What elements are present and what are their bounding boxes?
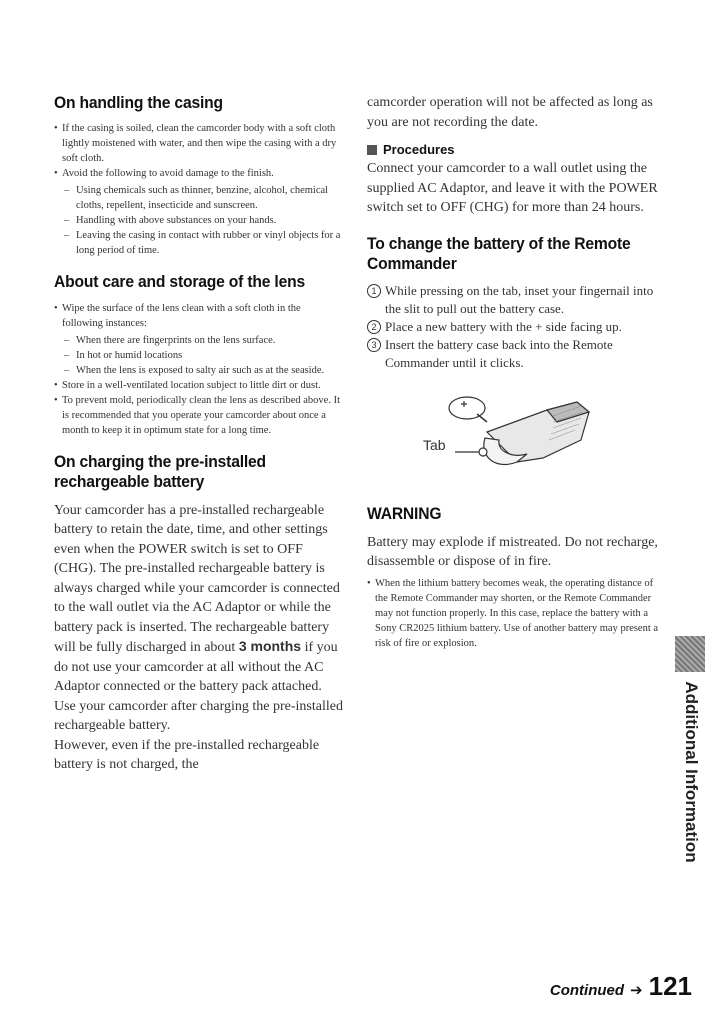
lens-list	[54, 301, 344, 438]
remote-battery-figure	[367, 382, 663, 492]
remote-step	[367, 336, 663, 372]
continued-paragraph: camcorder operation will not be affected as long as you are not recording the date.	[367, 95, 653, 130]
remote-steps	[367, 282, 663, 372]
remote-step	[367, 282, 663, 318]
section-tab-marker	[675, 636, 705, 672]
left-column	[54, 93, 344, 775]
slide-arrow	[477, 414, 487, 422]
procedures-heading-text: Procedures	[383, 142, 455, 157]
lens-dash-list	[62, 333, 344, 378]
warning-heading: WARNING	[367, 504, 442, 524]
square-bullet-icon	[367, 145, 377, 155]
casing-dash-item: – Leaving the casing in contact with rubber or vinyl objects for a long period of time.	[62, 228, 344, 258]
section-tab-label: Additional Information	[682, 681, 701, 863]
lens-dash-item: – When the lens is exposed to salty air such as at the seaside.	[62, 363, 344, 378]
continued-label: Continued	[549, 982, 625, 999]
warning-text: Battery may explode if mistreated. Do not recharge, disassemble or dispose of in fire.	[367, 534, 658, 570]
remote-heading-line-2: Commander	[367, 253, 457, 273]
lens-bullet-3: • To prevent mold, periodically clean the lens as described above. It is recommended that you operate your camcorder about once a month to keep it in optimum state for a long time.	[54, 393, 344, 438]
remote-heading-line-1: To change the battery of the Remote	[367, 233, 631, 253]
remote-heading	[367, 234, 639, 275]
step-text: Insert the battery case back into the Remote Commander until it clicks.	[385, 337, 613, 371]
figure-tab-label: Tab	[423, 437, 446, 454]
lens-dash-item: – When there are fingerprints on the lens surface.	[62, 333, 344, 348]
page-number: 121	[648, 971, 692, 1001]
casing-dash-item: – Using chemicals such as thinner, benzine, alcohol, chemical cloths, repellent, insecticide and sunscreen.	[62, 183, 344, 213]
charging-heading-line-1: On charging the pre-installed	[54, 451, 266, 471]
warning-bullet: • When the lithium battery becomes weak, the operating distance of the Remote Commander may shorten, or the Remote Commander may not function properly. In this case, replace the battery with a Sony CR2025 lithium battery. Use of another battery may present a risk of fire or explosion.	[367, 576, 663, 651]
step-number: 2	[367, 320, 381, 334]
lens-bullet-1-text: Wipe the surface of the lens clean with a soft cloth in the following instances:	[62, 302, 301, 329]
step-number: 3	[367, 338, 381, 352]
arrow-right-icon: ➔	[630, 981, 643, 999]
step-number: 1	[367, 284, 381, 298]
procedures-text: Connect your camcorder to a wall outlet using the supplied AC Adaptor, and leave it with the POWER switch set to OFF (CHG) for more than 24 hours.	[367, 161, 658, 215]
lens-dash-item: – In hot or humid locations	[62, 348, 344, 363]
lens-bullet-1	[54, 301, 344, 378]
warning-list	[367, 576, 663, 651]
charging-duration: 3 months	[238, 638, 302, 655]
casing-dash-item: – Handling with above substances on your hands.	[62, 213, 344, 228]
casing-list	[54, 121, 344, 258]
casing-dash-list	[62, 183, 344, 258]
remote-battery-illustration	[367, 382, 663, 492]
casing-bullet-2	[54, 166, 344, 258]
charging-text-after: if you do not use your camcorder at all without the AC Adaptor connected or the battery pack attached. Use your camcorder after charging the pre-installed rechargeable battery.	[54, 640, 343, 734]
step-text: While pressing on the tab, inset your fingernail into the slit to pull out the battery case.	[385, 283, 654, 317]
procedures-heading	[367, 142, 663, 157]
lens-heading: About care and storage of the lens	[54, 272, 305, 292]
casing-bullet-2-text: Avoid the following to avoid damage to the finish.	[62, 168, 274, 180]
casing-bullet-1: • If the casing is soiled, clean the camcorder body with a soft cloth lightly moistened with water, and then wipe the casing with a dry soft cloth.	[54, 121, 344, 166]
charging-text-before: Your camcorder has a pre-installed rechargeable battery to retain the date, time, and other settings even when the POWER switch is set to OFF (CHG). The pre-installed rechargeable battery is always charged while your camcorder is connected to the wall outlet via the AC Adaptor or while the battery pack is inserted. The rechargeable battery will be fully discharged in about	[54, 502, 340, 656]
page-footer	[550, 971, 692, 1002]
remote-step	[367, 318, 663, 336]
charging-paragraph-2: However, even if the pre-installed rechargeable battery is not charged, the	[54, 737, 320, 773]
right-column	[367, 93, 663, 657]
charging-paragraph	[54, 501, 344, 736]
lens-bullet-2: • Store in a well-ventilated location subject to little dirt or dust.	[54, 378, 344, 393]
casing-heading: On handling the casing	[54, 93, 223, 112]
charging-heading-line-2: rechargeable battery	[54, 472, 205, 492]
charging-heading	[54, 452, 321, 493]
step-text: Place a new battery with the + side facing up.	[385, 319, 622, 335]
tab-marker	[479, 448, 487, 456]
